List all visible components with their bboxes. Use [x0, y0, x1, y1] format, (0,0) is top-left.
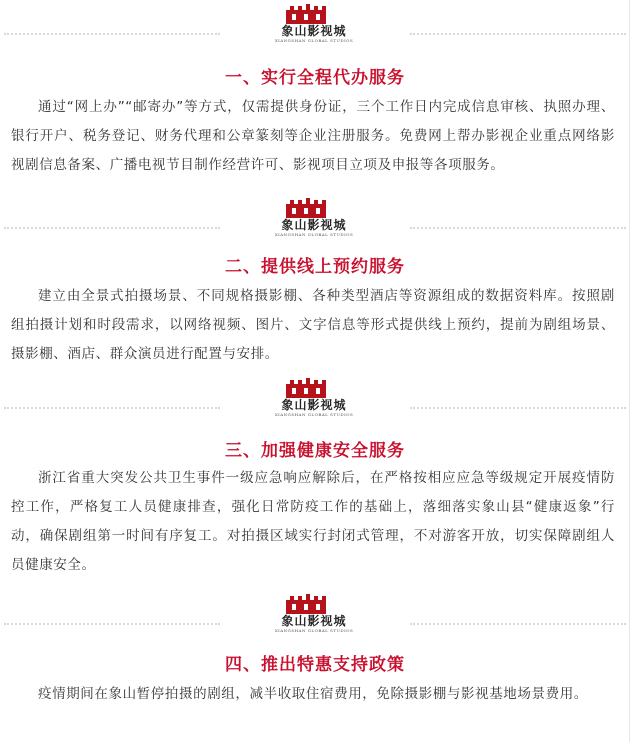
scrollbar-track[interactable] [629, 0, 641, 742]
section-heading: 四、推出特惠支持政策 [225, 655, 405, 675]
studio-logo [254, 592, 374, 636]
logo-name-cn: 象山影视城 [281, 24, 347, 38]
divider-line-right [410, 33, 626, 35]
section-heading: 二、提供线上预约服务 [225, 257, 405, 277]
divider-line-right [410, 407, 626, 409]
logo-name-en: XIANGSHAN GLOBAL STUDIOS [274, 38, 354, 43]
section-heading: 三、加强健康安全服务 [225, 441, 405, 461]
divider-line-left [4, 623, 220, 625]
section-divider [0, 194, 630, 242]
section-divider [0, 374, 630, 422]
section-body: 浙江省重大突发公共卫生事件一级应急响应解除后，在严格按相应应急等级规定开展疫情防控工作，严格复工人员健康排查，强化日常防疫工作的基础上，落细落实象山县“健康返象”行动，确保剧组第一时间有序复工。对拍摄区域实行封闭式管理，不对游客开放，切实保障剧组人员健康安全。 [11, 470, 615, 573]
divider-line-left [4, 33, 220, 35]
logo-name-en: XIANGSHAN GLOBAL STUDIOS [274, 232, 354, 237]
section-body: 通过“网上办”“邮寄办”等方式，仅需提供身份证，三个工作日内完成信息审核、执照办理、银行开户、税务登记、财务代理和公章篆刻等企业注册服务。免费网上帮办影视企业重点网络影视剧信息备案、广播电视节目制作经营许可、影视项目立项及申报等各项服务。 [11, 99, 615, 173]
studio-logo [254, 2, 374, 46]
section-body: 疫情期间在象山暂停拍摄的剧组，减半收取住宿费用，免除摄影棚与影视基地场景费用。 [38, 686, 588, 702]
section-2 [0, 194, 630, 362]
logo-name-en: XIANGSHAN GLOBAL STUDIOS [274, 628, 354, 633]
great-wall-logo-icon [284, 196, 328, 218]
great-wall-logo-icon [284, 376, 328, 398]
divider-line-left [4, 227, 220, 229]
studio-logo [254, 196, 374, 240]
logo-name-cn: 象山影视城 [281, 398, 347, 412]
divider-line-right [410, 227, 626, 229]
section-body: 建立由全景式拍摄场景、不同规格摄影棚、各种类型酒店等资源组成的数据资料库。按照剧组拍摄计划和时段需求，以网络视频、图片、文字信息等形式提供线上预约，提前为剧组场景、摄影棚、酒店、群众演员进行配置与安排。 [11, 288, 615, 362]
logo-name-cn: 象山影视城 [281, 218, 347, 232]
section-1 [0, 0, 630, 173]
divider-line-left [4, 407, 220, 409]
section-divider [0, 0, 630, 48]
section-3 [0, 374, 630, 573]
great-wall-logo-icon [284, 2, 328, 24]
section-divider [0, 590, 630, 638]
logo-name-en: XIANGSHAN GLOBAL STUDIOS [274, 412, 354, 417]
section-4 [0, 590, 630, 702]
logo-name-cn: 象山影视城 [281, 614, 347, 628]
divider-line-right [410, 623, 626, 625]
section-heading: 一、实行全程代办服务 [225, 68, 405, 88]
great-wall-logo-icon [284, 592, 328, 614]
studio-logo [254, 376, 374, 420]
